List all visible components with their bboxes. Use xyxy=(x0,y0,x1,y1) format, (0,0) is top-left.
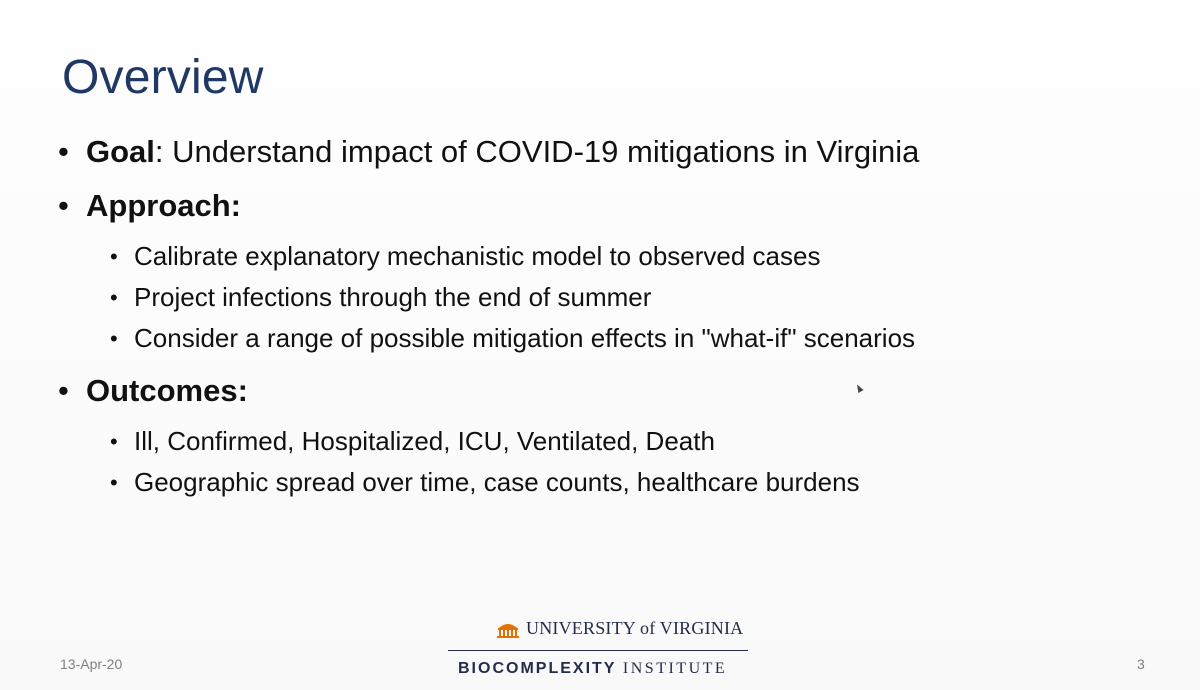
subbullet-text: Consider a range of possible mitigation effects in "what-if" scenarios xyxy=(134,323,916,353)
slide-title: Overview xyxy=(62,51,264,104)
subbullet-marker: • xyxy=(110,285,118,310)
outcomes-subbullets xyxy=(58,421,1158,503)
bullet-marker: • xyxy=(58,188,69,223)
bullet-label: Approach: xyxy=(86,188,241,223)
institute-name-light: INSTITUTE xyxy=(622,660,728,677)
subbullet-item xyxy=(58,421,1158,462)
bullet-outcomes xyxy=(58,371,1158,411)
bullet-label: Outcomes: xyxy=(86,373,248,408)
bullet-approach xyxy=(58,186,1158,226)
uva-wordmark xyxy=(496,618,743,639)
subbullet-item xyxy=(58,277,1158,318)
page-number: 3 xyxy=(1137,656,1145,672)
approach-subbullets xyxy=(58,236,1158,359)
logo-divider xyxy=(448,650,748,651)
subbullet-marker: • xyxy=(110,470,118,495)
institute-name xyxy=(458,660,727,678)
uva-biocomplexity-logo xyxy=(448,612,756,684)
bullet-marker: • xyxy=(58,373,69,408)
bullet-goal xyxy=(58,132,1158,172)
subbullet-text: Calibrate explanatory mechanistic model to observed cases xyxy=(134,241,821,271)
bullet-marker: • xyxy=(58,134,69,169)
subbullet-text: Ill, Confirmed, Hospitalized, ICU, Ventilated, Death xyxy=(134,426,715,456)
slide-content xyxy=(58,132,1158,515)
subbullet-text: Geographic spread over time, case counts, healthcare burdens xyxy=(134,467,860,497)
subbullet-item xyxy=(58,462,1158,503)
subbullet-text: Project infections through the end of summer xyxy=(134,282,652,312)
subbullet-marker: • xyxy=(110,326,118,351)
institute-name-bold: BIOCOMPLEXITY xyxy=(458,660,617,677)
bullet-label: Goal xyxy=(86,134,155,169)
subbullet-item xyxy=(58,236,1158,277)
rotunda-icon xyxy=(496,620,520,638)
subbullet-item xyxy=(58,318,1158,359)
uva-name: UNIVERSITY of VIRGINIA xyxy=(526,618,744,638)
bullet-text: : Understand impact of COVID-19 mitigations in Virginia xyxy=(154,134,920,169)
subbullet-marker: • xyxy=(110,429,118,454)
subbullet-marker: • xyxy=(110,244,118,269)
footer-date: 13-Apr-20 xyxy=(60,656,123,672)
